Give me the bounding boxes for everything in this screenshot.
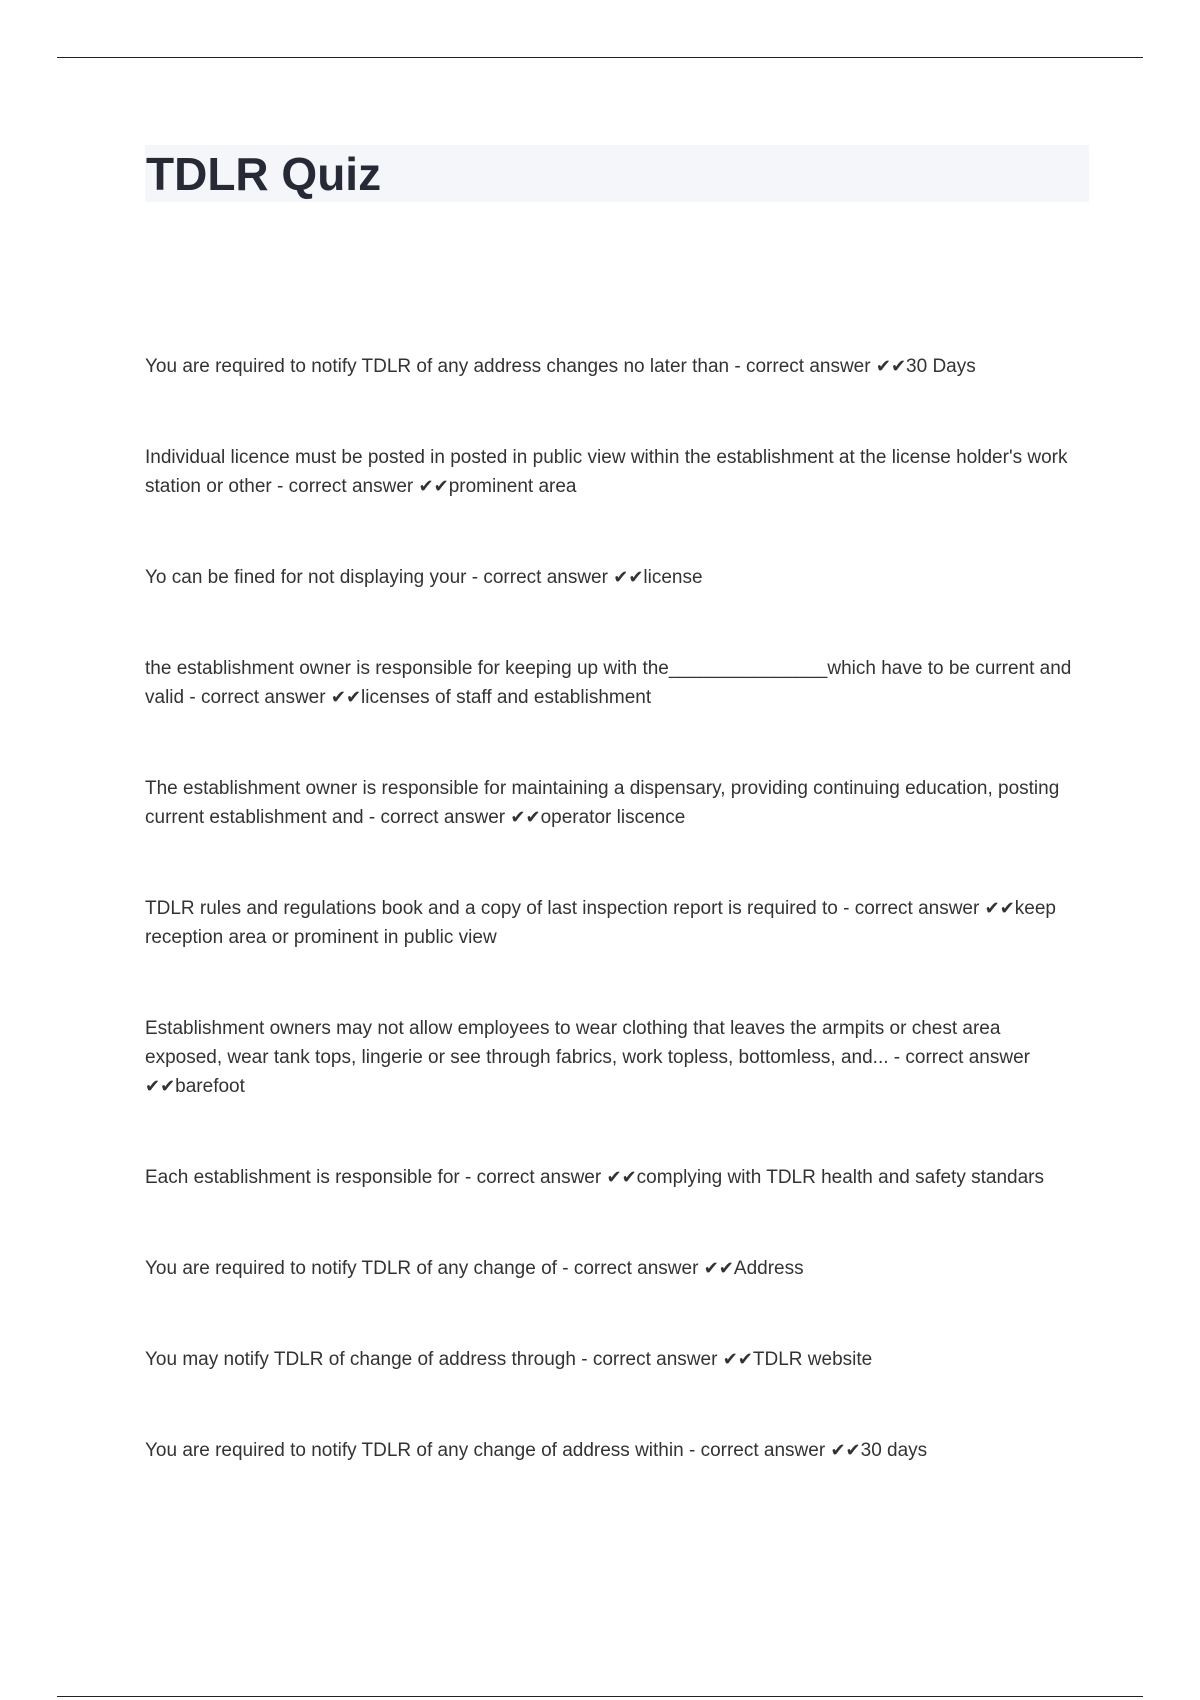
- answer-label: correct answer: [380, 807, 506, 828]
- check-mark-icon: ✔✔: [703, 1258, 734, 1279]
- answer-label: correct answer: [476, 1167, 602, 1188]
- qa-item: You are required to notify TDLR of any change of - correct answer ✔✔Address: [145, 1258, 804, 1279]
- qa-item: Each establishment is responsible for - correct answer ✔✔complying with TDLR health and safety standars: [145, 1167, 1044, 1188]
- answer-text: keep reception area or prominent in public view: [145, 898, 1056, 948]
- check-mark-icon: ✔✔: [606, 1167, 637, 1188]
- qa-item: The establishment owner is responsible for maintaining a dispensary, providing continuing education, posting current establishment and - correct answer ✔✔operator liscence: [145, 778, 1060, 828]
- qa-list: [145, 290, 1080, 1465]
- question-text: the establishment owner is responsible for keeping up with the_______________which have to be current and valid: [145, 658, 1072, 708]
- answer-label: correct answer: [200, 687, 326, 708]
- answer-text: 30 days: [860, 1440, 928, 1461]
- answer-text: license: [643, 567, 703, 588]
- check-mark-icon: ✔✔: [613, 567, 644, 588]
- qa-item: Yo can be fined for not displaying your - correct answer ✔✔license: [145, 567, 703, 588]
- bottom-rule: [57, 1696, 1143, 1697]
- answer-label: correct answer: [854, 898, 980, 919]
- qa-item: Establishment owners may not allow employees to wear clothing that leaves the armpits or chest area exposed, wear tank tops, lingerie or see through fabrics, work topless, bottomless, and... - correct answer ✔✔barefoot: [145, 1018, 1030, 1097]
- qa-item: You may notify TDLR of change of address through - correct answer ✔✔TDLR website: [145, 1349, 873, 1370]
- check-mark-icon: ✔✔: [145, 1076, 176, 1097]
- question-text: You are required to notify TDLR of any change of: [145, 1258, 557, 1279]
- check-mark-icon: ✔✔: [510, 807, 541, 828]
- qa-item: TDLR rules and regulations book and a copy of last inspection report is required to - correct answer ✔✔keep reception area or prominent in public view: [145, 898, 1056, 948]
- answer-label: correct answer: [905, 1047, 1030, 1068]
- qa-item: Individual licence must be posted in posted in public view within the establishment at the license holder's work station or other - correct answer ✔✔prominent area: [145, 447, 1068, 497]
- qa-item: You are required to notify TDLR of any change of address within - correct answer ✔✔30 days: [145, 1440, 928, 1461]
- answer-text: operator liscence: [540, 807, 686, 828]
- answer-label: correct answer: [700, 1440, 826, 1461]
- answer-label: correct answer: [288, 476, 414, 497]
- top-rule: [57, 57, 1143, 58]
- check-mark-icon: ✔✔: [722, 1349, 753, 1370]
- answer-text: licenses of staff and establishment: [361, 687, 652, 708]
- question-text: You may notify TDLR of change of address through: [145, 1349, 576, 1370]
- question-text: You are required to notify TDLR of any address changes no later than: [145, 356, 730, 377]
- answer-text: barefoot: [175, 1076, 245, 1097]
- check-mark-icon: ✔✔: [984, 898, 1015, 919]
- answer-text: Address: [733, 1258, 804, 1279]
- question-text: TDLR rules and regulations book and a copy of last inspection report is required to: [145, 898, 838, 919]
- answer-label: correct answer: [483, 567, 608, 588]
- answer-text: TDLR website: [752, 1349, 873, 1370]
- answer-label: correct answer: [592, 1349, 718, 1370]
- question-text: You are required to notify TDLR of any change of address within: [145, 1440, 684, 1461]
- question-text: The establishment owner is responsible for maintaining a dispensary, providing continuing education, posting current establishment and: [145, 778, 1060, 828]
- check-mark-icon: ✔✔: [875, 356, 907, 377]
- question-text: Individual licence must be posted in posted in public view within the establishment at the license holder's work station or other: [145, 447, 1068, 497]
- qa-item: You are required to notify TDLR of any address changes no later than - correct answer ✔✔30 Days: [145, 356, 976, 377]
- question-text: Establishment owners may not allow employees to wear clothing that leaves the armpits or chest area exposed, wear tank tops, lingerie or see through fabrics, work topless, bottomless, and...: [145, 1018, 1001, 1068]
- check-mark-icon: ✔✔: [418, 476, 449, 497]
- answer-text: complying with TDLR health and safety standars: [636, 1167, 1044, 1188]
- check-mark-icon: ✔✔: [330, 687, 362, 708]
- qa-item: the establishment owner is responsible for keeping up with the_______________which have to be current and valid - correct answer ✔✔licenses of staff and establishment: [145, 658, 1072, 708]
- question-text: Each establishment is responsible for: [145, 1167, 460, 1188]
- question-text: Yo can be fined for not displaying your: [145, 567, 467, 588]
- answer-label: correct answer: [745, 356, 871, 377]
- answer-label: correct answer: [573, 1258, 699, 1279]
- check-mark-icon: ✔✔: [830, 1440, 861, 1461]
- answer-text: prominent area: [448, 476, 577, 497]
- answer-text: 30 Days: [906, 356, 976, 377]
- page-title: TDLR Quiz: [146, 148, 382, 200]
